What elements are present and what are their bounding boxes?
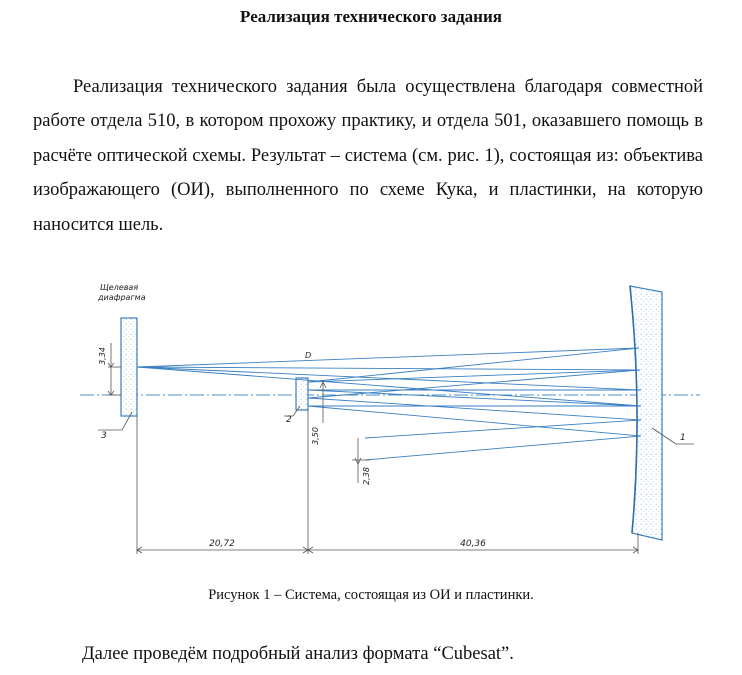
slit-label-line2: диафрагма <box>98 293 146 302</box>
part-1-label: 1 <box>680 433 686 443</box>
ray-paths <box>137 348 641 460</box>
small-plate <box>296 378 308 410</box>
dim-slit-height-label: 3,34 <box>98 347 107 365</box>
body-paragraph: Реализация технического задания была осуществлена благодаря совместной работе отдела 510, в котором прохожу практику, и отдела 501, оказавшего помощь в расчёте оптической схемы. Результат – система (см. рис. 1), состоящая из: объектива изображающего (ОИ), выполненного по схеме Кука, и пластинки, на которую наносится шель. <box>33 77 703 235</box>
part-2-label: 2 <box>286 415 292 425</box>
closing-sentence: Далее проведём подробный анализ формата “Cubesat”. <box>82 644 514 664</box>
dim-bottom <box>137 410 638 554</box>
aperture-label: D <box>305 351 312 360</box>
dim-distance-2-label: 40,36 <box>460 539 486 549</box>
slit-plate <box>121 318 137 416</box>
optical-scheme-drawing <box>80 278 700 568</box>
dim-ray-spacing-label: 2,38 <box>362 467 371 485</box>
dim-slit-height <box>108 343 121 395</box>
dim-mirror-offset-label: 3,50 <box>311 427 320 445</box>
dim-distance-1-label: 20,72 <box>209 539 235 549</box>
dim-mirror-offset <box>320 380 326 423</box>
figure-caption: Рисунок 1 – Система, состоящая из ОИ и пластинки. <box>208 587 534 603</box>
part-3-label: 3 <box>101 431 107 441</box>
section-heading: Реализация технического задания <box>240 7 502 26</box>
optical-scheme-figure <box>80 278 700 568</box>
slit-label-line1: Щелевая <box>100 283 139 292</box>
